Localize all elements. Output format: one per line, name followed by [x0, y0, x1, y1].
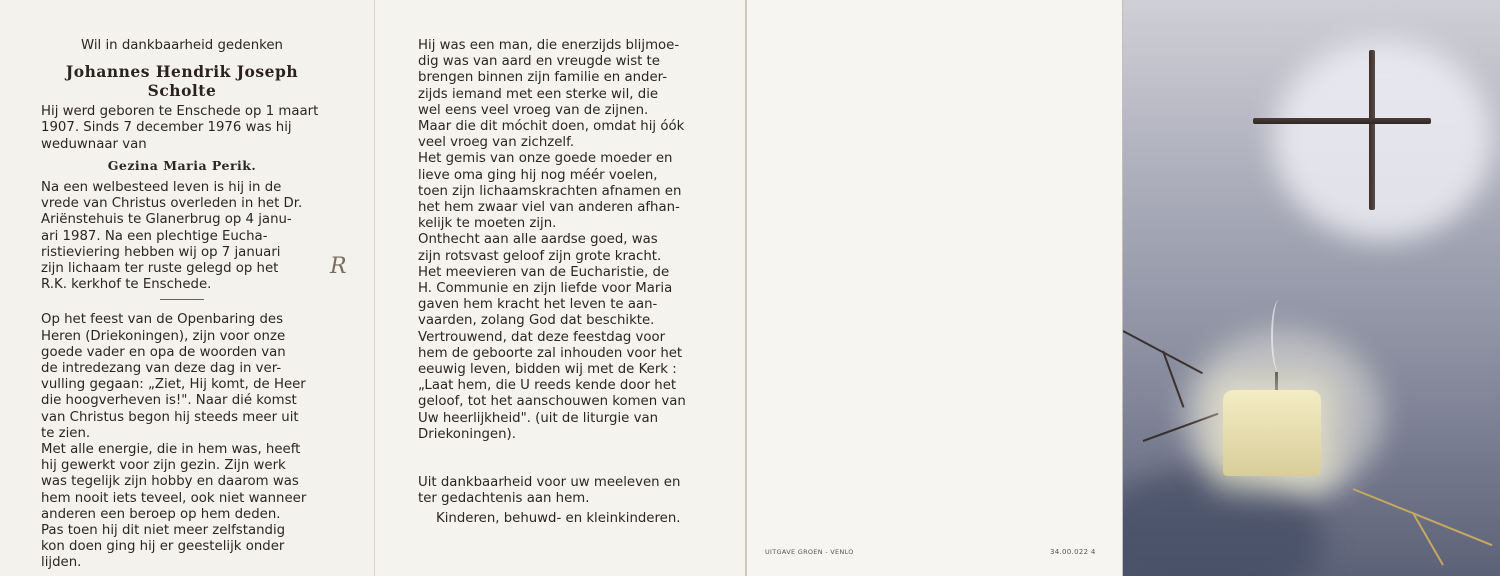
divider: [160, 299, 204, 300]
light-haze: [1273, 40, 1493, 240]
handwritten-mark: R: [330, 254, 347, 279]
text-line: ristieviering hebben wij op 7 januari: [41, 244, 281, 260]
character-paragraph: [418, 38, 702, 443]
middle-text-column: [418, 38, 702, 528]
text-line: zijn lichaam ter ruste gelegd op het: [41, 261, 279, 277]
text-line: Ariënstehuis te Glanerbrug op 4 janu-: [41, 212, 292, 228]
text-line: Hij was een man, die enerzijds blijmoe-: [418, 38, 680, 53]
text-line: dig was van aard en vreugde wist te: [418, 54, 660, 70]
product-code: 34.00.022 4: [1050, 548, 1096, 556]
text-line: „Laat hem, die U reeds kende door het: [418, 378, 677, 394]
text-line: van Christus begon hij steeds meer uit: [41, 409, 299, 425]
text-line: vrede van Christus overleden in het Dr.: [41, 196, 303, 212]
text-line: het hem zwaar viel van anderen afhan-: [418, 200, 680, 216]
left-text-column: [41, 38, 323, 572]
intro-line: Wil in dankbaarheid gedenken: [81, 38, 283, 53]
text-line: Hij werd geboren te Enschede op 1 maart: [41, 104, 319, 120]
text-line: die hoogverheven is!". Naar dié komst: [41, 393, 297, 409]
text-line: zijn rotsvast geloof zijn grote kracht.: [418, 248, 662, 264]
text-line: te zien.: [41, 425, 91, 441]
deceased-name-line1: Johannes Hendrik Joseph: [65, 62, 299, 82]
cross-icon: [1369, 50, 1375, 210]
text-line: kelijk te moeten zijn.: [418, 216, 557, 232]
text-line: H. Communie en zijn liefde voor Maria: [418, 281, 673, 297]
text-line: vulling gegaan: „Ziet, Hij komt, de Heer: [41, 377, 306, 393]
text-line: toen zijn lichaamskrachten afnamen en: [418, 183, 682, 199]
text-line: Het gemis van onze goede moeder en: [418, 151, 673, 167]
text-line: ter gedachtenis aan hem.: [418, 491, 590, 507]
text-line: lijden.: [41, 555, 82, 571]
text-line: ari 1987. Na een plechtige Eucha-: [41, 228, 268, 244]
publisher-imprint: UITGAVE GROEN - VENLO: [765, 548, 854, 556]
text-line: 1907. Sinds 7 december 1976 was hij: [41, 120, 292, 136]
text-line: hem de geboorte zal inhouden voor het: [418, 345, 683, 361]
text-line: Uw heerlijkheid". (uit de liturgie van: [418, 410, 659, 426]
text-line: weduwnaar van: [41, 136, 147, 152]
text-line: hem nooit iets teveel, ook niet wanneer: [41, 490, 307, 506]
golden-branch: [1353, 488, 1493, 546]
death-text: [41, 180, 323, 293]
text-line: Na een welbesteed leven is hij in de: [41, 180, 282, 196]
text-line: was tegelijk zijn hobby en daarom was: [41, 474, 299, 490]
text-line: zijds iemand met een sterke wil, die: [418, 86, 659, 102]
text-line: brengen binnen zijn familie en ander-: [418, 70, 668, 86]
panel-left-text: [0, 0, 375, 576]
candle-icon: [1223, 390, 1321, 476]
text-line: kon doen ging hij er geestelijk onder: [41, 539, 285, 555]
panel-cover-illustration: [1122, 0, 1500, 576]
text-line: hij gewerkt voor zijn gezin. Zijn werk: [41, 458, 286, 474]
thanks-text: [418, 475, 702, 507]
text-line: wel eens veel vroeg van de zijnen.: [418, 102, 649, 118]
panel-back-blank: [747, 0, 1122, 576]
text-line: Pas toen hij dit niet meer zelfstandig: [41, 523, 286, 539]
spouse-name: Gezina Maria Perik.: [107, 157, 257, 173]
text-line: Het meevieren van de Eucharistie, de: [418, 264, 670, 280]
text-line: eeuwig leven, bidden wij met de Kerk :: [418, 362, 677, 378]
text-line: gaven hem kracht het leven te aan-: [418, 297, 658, 313]
text-line: Uit dankbaarheid voor uw meeleven en: [418, 475, 681, 491]
smoke-wisp: [1271, 300, 1287, 372]
text-line: Heren (Driekoningen), zijn voor onze: [41, 328, 286, 344]
text-line: Vertrouwend, dat deze feestdag voor: [418, 329, 666, 345]
deceased-name-line2: Scholte: [147, 81, 217, 101]
text-line: de intredezang van deze dag in ver-: [41, 361, 282, 377]
text-line: anderen een beroep op hem deden.: [41, 506, 281, 522]
birth-text: [41, 104, 323, 153]
text-line: goede vader en opa de woorden van: [41, 344, 286, 360]
text-line: Met alle energie, die in hem was, heeft: [41, 442, 301, 458]
text-line: vaarden, zolang God dat beschikte.: [418, 313, 655, 329]
tribute-paragraph: [41, 312, 323, 571]
text-line: geloof, tot het aanschouwen komen van: [418, 394, 686, 410]
cross-beam: [1253, 118, 1431, 124]
text-line: Op het feest van de Openbaring des: [41, 312, 284, 328]
text-line: Onthecht aan alle aardse goed, was: [418, 232, 658, 248]
text-line: veel vroeg van zichzelf.: [418, 135, 575, 151]
text-line: lieve oma ging hij nog méér voelen,: [418, 167, 658, 183]
text-line: Maar die dit móchit doen, omdat hij óók: [418, 119, 685, 135]
text-line: R.K. kerkhof te Enschede.: [41, 277, 212, 293]
family-signature: Kinderen, behuwd- en kleinkinderen.: [436, 511, 681, 527]
panel-middle-text: [375, 0, 747, 576]
text-line: Driekoningen).: [418, 426, 516, 442]
